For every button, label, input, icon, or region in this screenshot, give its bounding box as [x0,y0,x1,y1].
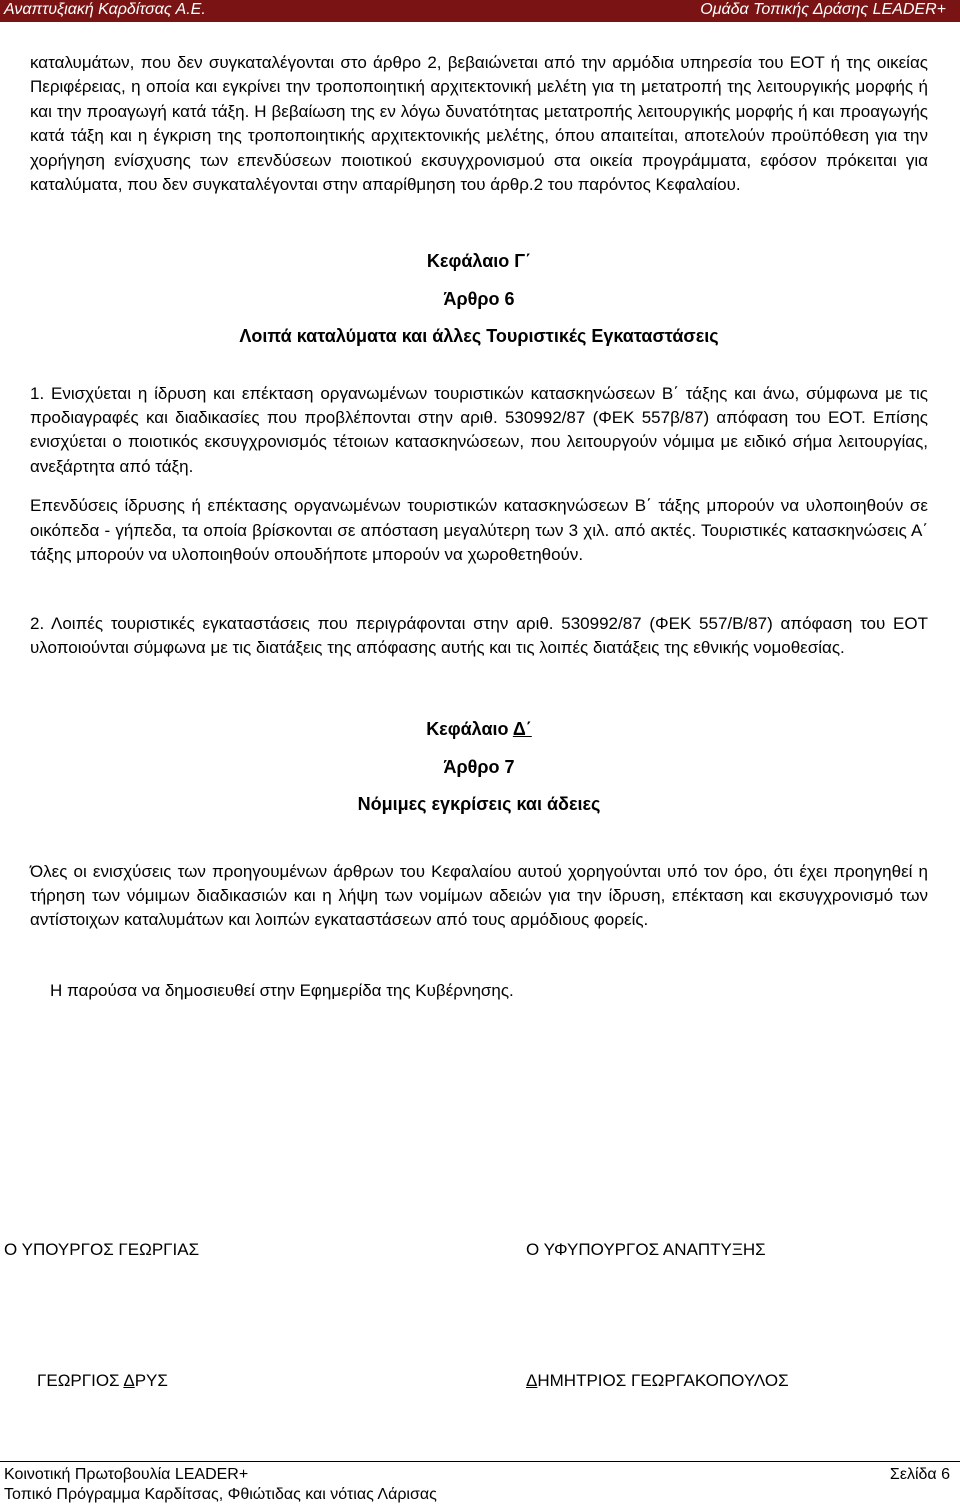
signature-right-name: ΔΗΜΗΤΡΙΟΣ ΓΕΩΡΓΑΚΟΠΟΥΛΟΣ [526,1371,789,1390]
chapter-g-title: Κεφάλαιο Γ΄ [426,251,532,272]
article-7-title: Άρθρο 7 [443,756,515,777]
chapter-d-title-text: Κεφάλαιο Δ΄ [426,719,532,740]
page-header [0,0,960,22]
article-6-heading: Λοιπά καταλύματα και άλλες Τουριστικές Εγκαταστάσεις [239,326,719,347]
document-body [30,51,928,1003]
paragraph-article6-2: 2. Λοιπές τουριστικές εγκαταστάσεις που περιγράφονται στην αριθ. 530992/87 (ΦΕΚ 557/Β/87) απόφαση του ΕΟΤ υλοποιούνται σύμφωνα με τις διατάξεις της απόφασης αυτής και τις λοιπές διατάξεις της εθνικής νομοθεσίας. [30,613,928,657]
page-footer [0,1461,960,1505]
footer-local-program: Τοπικό Πρόγραμμα Καρδίτσας, Φθιώτιδας και νότιας Λάρισας [4,1486,437,1503]
signature-right-name-underlined-letter: Δ [526,1371,538,1390]
paragraph-article6-1: 1. Ενισχύεται η ίδρυση και επέκταση οργανωμένων τουριστικών κατασκηνώσεων Β΄ τάξης και άνω, σύμφωνα με τις προδιαγραφές και διαδικασίες που προβλέπονται στην αριθ. 530992/87 (ΦΕΚ 557β/87) απόφαση του ΕΟΤ. Επίσης ενισχύεται ο ποιοτικός εκσυγχρονισμός τέτοιων κατασκηνώσεων, που λειτουργούν νόμιμα με ειδικό σήμα λειτουργίας, ανεξάρτητα από τάξη. [30,383,928,476]
article-7-heading: Νόμιμες εγκρίσεις και άδειες [357,794,601,815]
page-number: Σελίδα 6 [889,1466,950,1483]
chapter-d-letter: Δ΄ [512,719,532,740]
paragraph-article7: Όλες οι ενισχύσεις των προηγουμένων άρθρων του Κεφαλαίου αυτού χορηγούνται υπό τον όρο, ότι έχει προηγηθεί η τήρηση των νόμιμων διαδικασιών και η λήψη των νομίμων αδειών για την ίδρυση, επέκταση και εκσυγχρονισμό των αντίστοιχων καταλυμάτων και λοιπών εγκαταστάσεων από τους αρμόδιους φορείς. [30,861,928,930]
paragraph-intro: καταλυμάτων, που δεν συγκαταλέγονται στο άρθρο 2, βεβαιώνεται από την αρμόδια υπηρεσία του ΕΟΤ ή της οικείας Περιφέρειας, η οποία και εγκρίνει την τροποποιητική αρχιτεκτονική μελέτη για τη μετατροπή της λειτουργικής μορφής ή και την προαγωγή κατά τάξη. Η βεβαίωση της εν λόγω δυνατότητας μετατροπής λειτουργικής μορφής ή και προαγωγής κατά τάξη και η έγκριση της τροποποιητικής αρχιτεκτονικής μελέτης, όπου απαιτείται, αποτελούν προϋπόθεση για την χορήγηση ενίσχυσης των επενδύσεων ποιοτικού εκσυγχρονισμού στα οικεία προγράμματα, εφόσον πρόκειται για καταλύματα, που δεν συγκαταλέγονται στην απαρίθμηση του άρθρ.2 του παρόντος Κεφαλαίου. [30,53,928,195]
signature-left-role: Ο ΥΠΟΥΡΓΟΣ ΓΕΩΡΓΙΑΣ [4,1240,200,1259]
footer-program: Κοινοτική Πρωτοβουλία LEADER+ [4,1466,249,1483]
paragraph-article6-camps: Επενδύσεις ίδρυσης ή επέκτασης οργανωμένων τουριστικών κατασκηνώσεων Β΄ τάξης μπορούν να υλοποιηθούν σε οικόπεδα - γήπεδα, τα οποία βρίσκονται σε απόσταση μεγαλύτερη των 3 χιλ. από ακτές. Τουριστικές κατασκηνώσεις Α΄ τάξης μπορούν να υλοποιηθούν οπουδήποτε μπορούν να χωροθετηθούν. [30,496,928,565]
paragraph-publication: Η παρούσα να δημοσιευθεί στην Εφημερίδα της Κυβέρνησης. [50,980,514,1000]
signature-left-name: ΓΕΩΡΓΙΟΣ ΔΡΥΣ [37,1371,168,1390]
header-group: Ομάδα Τοπικής Δράσης LEADER+ [700,1,946,18]
header-organization: Αναπτυξιακή Καρδίτσας Α.Ε. [4,1,206,18]
chapter-d-title [30,717,928,741]
article-6-title: Άρθρο 6 [443,288,515,309]
signature-left-name-underlined-letter: Δ [123,1371,135,1390]
signature-right-role: Ο ΥΦΥΠΟΥΡΓΟΣ ΑΝΑΠΤΥΞΗΣ [526,1240,766,1259]
